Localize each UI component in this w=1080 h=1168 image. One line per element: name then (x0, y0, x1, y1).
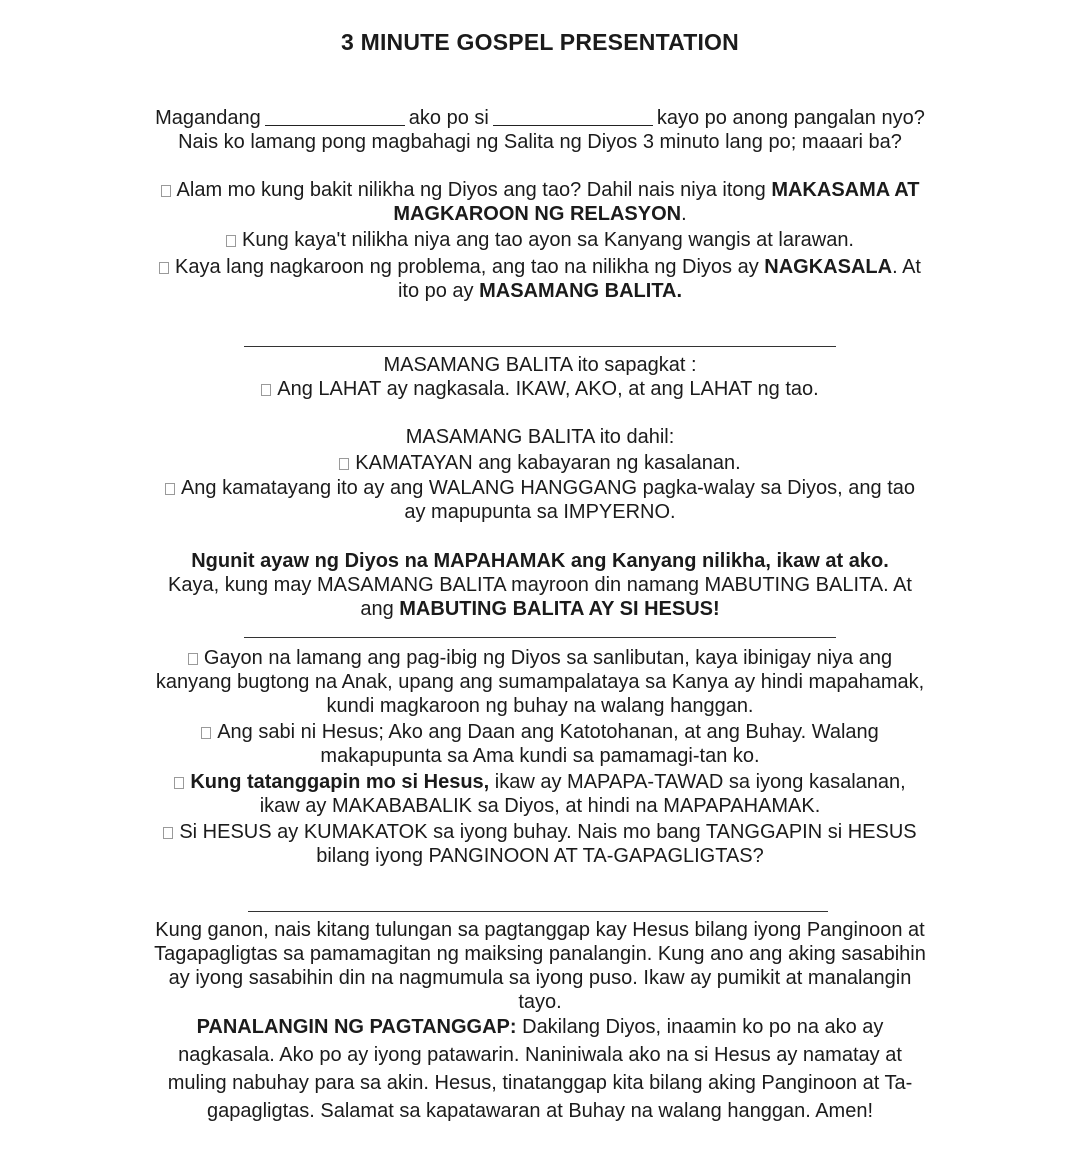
sin-point: Kaya lang nagkaroon ng problema, ang tao na nilikha ng Diyos ay NAGKASALA. At (0, 255, 1080, 279)
bullet-box-icon (174, 777, 184, 789)
bullet-box-icon (165, 483, 175, 495)
way-truth-cont: makapupunta sa Ama kundi sa pamamagi-tan ko. (320, 745, 760, 767)
invite-line-1: Kung ganon, nais kitang tulungan sa pagtanggap kay Hesus bilang iyong Panginoon at (155, 919, 925, 941)
prayer-line-3: muling nabuhay para sa akin. Hesus, tinatanggap kita bilang aking Panginoon at Ta- (167, 1072, 913, 1094)
prayer-line-4: gapagligtas. Salamat sa kapatawaran at Buhay na walang hanggan. Amen! (206, 1100, 873, 1122)
creation-point: Alam mo kung bakit nilikha ng Diyos ang tao? Dahil nais niya itong MAKASAMA AT (0, 178, 1080, 202)
prayer-label: PANALANGIN NG PAGTANGGAP: (196, 1016, 517, 1038)
bullet-box-icon (188, 653, 198, 665)
bullet-box-icon (226, 235, 236, 247)
bullet-box-icon (159, 262, 169, 274)
bullet-box-icon (339, 458, 349, 470)
greeting-word: Magandang (155, 107, 261, 129)
hell-point: Ang kamatayang ito ay ang WALANG HANGGANG pagka-walay sa Diyos, ang tao (0, 476, 1080, 500)
bad-news-heading-1: MASAMANG BALITA ito sapagkat : (383, 354, 697, 376)
bullet-box-icon (261, 384, 271, 396)
bullet-box-icon (163, 827, 173, 839)
prayer-line-1: PANALANGIN NG PAGTANGGAP: Dakilang Diyos, inaamin ko po na ako ay (196, 1016, 884, 1038)
accept-point: Kung tatanggapin mo si Hesus, ikaw ay MAPAPA-TAWAD sa iyong kasalanan, (0, 770, 1080, 794)
knocking-cont: bilang iyong PANGINOON AT TA-GAPAGLIGTAS? (316, 845, 764, 867)
invite-line-4: tayo. (518, 991, 562, 1013)
image-point: Kung kaya't nilikha niya ang tao ayon sa Kanyang wangis at larawan. (0, 228, 1080, 252)
death-point: KAMATAYAN ang kabayaran ng kasalanan. (0, 451, 1080, 475)
name-blank (493, 107, 653, 126)
god-love-line: Ngunit ayaw ng Diyos na MAPAHAMAK ang Kanyang nilikha, ikaw at ako. (191, 550, 889, 572)
name-question: kayo po anong pangalan nyo? (656, 107, 925, 129)
divider-2 (244, 637, 836, 638)
request-line: Nais ko lamang pong magbahagi ng Salita ng Diyos 3 minuto lang po; maaari ba? (178, 131, 902, 153)
bullet-box-icon (161, 185, 171, 197)
page-title: 3 MINUTE GOSPEL PRESENTATION (341, 29, 739, 55)
divider-3 (248, 911, 828, 912)
creation-point-cont: MAGKAROON NG RELASYON. (393, 203, 687, 225)
john316-cont-1: kanyang bugtong na Anak, upang ang sumampalataya sa Kanya ay hindi mapahamak, (155, 671, 925, 693)
john316-point: Gayon na lamang ang pag-ibig ng Diyos sa sanlibutan, kaya ibinigay niya ang (0, 646, 1080, 670)
bad-news-heading-2: MASAMANG BALITA ito dahil: (405, 426, 675, 448)
invite-line-2: Tagapagligtas sa pamamagitan ng maiksing panalangin. Kung ano ang aking sasabihin (154, 943, 926, 965)
john316-cont-2: kundi magkaroon ng buhay na walang hanggan. (326, 695, 754, 717)
jesus-good-news-line: ang MABUTING BALITA AY SI HESUS! (360, 598, 720, 620)
greeting-blank (265, 107, 405, 126)
invite-line-3: ay iyong sasabihin din na nagmumula sa iyong puso. Ikaw ay pumikit at manalangin (168, 967, 912, 989)
accept-cont: ikaw ay MAKABABALIK sa Diyos, at hindi na MAPAPAHAMAK. (259, 795, 821, 817)
prayer-line-2: nagkasala. Ako po ay iyong patawarin. Naniniwala ako na si Hesus ay namatay at (178, 1044, 902, 1066)
bullet-box-icon (201, 727, 211, 739)
way-truth-point: Ang sabi ni Hesus; Ako ang Daan ang Katotohanan, at ang Buhay. Walang (0, 720, 1080, 744)
sin-point-cont: ito po ay MASAMANG BALITA. (397, 280, 683, 302)
good-news-line: Kaya, kung may MASAMANG BALITA mayroon din namang MABUTING BALITA. At (168, 574, 912, 596)
greeting-line (0, 106, 1080, 130)
divider-1 (244, 346, 836, 347)
knocking-point: Si HESUS ay KUMAKATOK sa iyong buhay. Nais mo bang TANGGAPIN si HESUS (0, 820, 1080, 844)
name-intro: ako po si (408, 107, 489, 129)
hell-point-cont: ay mapupunta sa IMPYERNO. (404, 501, 676, 523)
all-sinned-point: Ang LAHAT ay nagkasala. IKAW, AKO, at ang LAHAT ng tao. (0, 377, 1080, 401)
